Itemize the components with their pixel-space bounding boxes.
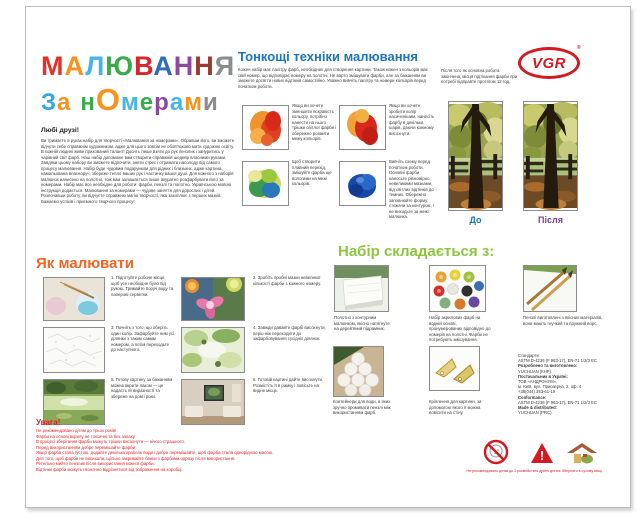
after-label: Після [538,215,563,225]
info-line: +38(044) 353-61-19 [518,389,556,395]
kit-item-2-caption: Набір акрилових фарб на водній основі, пронумерованих відповідно до номерів на полотні. Фарби не потребують змішування. [429,315,491,342]
kit-heading: Набір складається з: [338,243,495,260]
kit-item-1-caption: Полотно з контурним малюнком, якісно натягнуте на дерев'яний підрамник. [334,315,390,331]
warning-line: Фарби на основі акрилу не токсичні та без запаху. [36,433,136,439]
after-image [523,101,578,211]
info-line: ASTM D-4236 (F 963-17), EN-71 1/2/3 EC [518,358,597,364]
title-letter: н [80,89,96,116]
step-4-image [181,327,245,373]
info-line: Розроблено та виготовлено: [518,363,578,369]
step-2-image [181,277,245,321]
title-letter: а [169,89,185,116]
title-letter: Н [194,51,215,81]
framed-picture-interior [182,380,244,424]
step-6-image [181,379,245,425]
title-letter: Л [85,51,106,81]
title-letter: Ю [105,51,135,81]
paint-swatch-orange-red-icon [243,106,288,149]
page-title-line2 [41,83,219,120]
warning-line: Якщо фарба стала густою, додайте декілька крапель води і добре перемішайте, щоб фарба стала однорідною масою. [36,450,274,456]
warning-triangle-icon [530,442,554,464]
intro-heading: Любі друзі! [41,127,80,134]
warning-line: Для того, щоб фарби не висихали, щільно закривайте банки з фарбами одразу після використання. [36,455,236,461]
paint-swatch-green-blue-icon [243,162,288,205]
swatch-4-caption: Вивчіть схему перед початком роботи. Основні фарби наносьте рівномірно, невеликими мазками, від світлих відтінків до темних. Обережно заповнюйте форму, стежачи за контуром, і не виходьте за межі малюнка. [389,159,434,219]
small-parts-caption: Містить дрібні деталі [525,469,561,473]
no-children-under-3-icon [483,439,509,465]
kit-item-4-caption: Контейнери для води, в яких зручно промивати пензлі між використанням фарб. [333,399,391,415]
kit-item-5-caption: Кріплення для картини, за допомогою якого її можна повісити на стіну. [429,399,482,415]
info-line: Conformance: [518,394,547,400]
swatch-2-image [339,105,386,150]
step-3-text: 3. Почніть з того, що оберіть один колір. Зафарбуйте ним усі ділянки з таким самим номером, а потім переходьте до наступного. [111,325,175,352]
info-line: YUCHUAN (PRC) [518,410,552,416]
title-letter: М [41,51,65,81]
brushes-picture [524,266,576,311]
before-image [448,101,503,211]
info-line: ТОВ «АНДРОНУМ», [518,379,558,385]
keep-dry-caption: Зберігати в сухому місці [561,469,603,473]
swatch-4-image [339,161,386,206]
swatch-1-caption: Якщо ви хочете зменшити яскравість кольору, потрібно нанести на нього трішки світлої фарби і обережно розмити межу кольорів. [292,103,337,141]
kit-item-3-caption: Пензлі виготовлені з якісних матеріалів, вони мають гнучкий та пружний ворс. [523,315,603,326]
title-letter: Я [214,51,236,81]
hanging-hooks-picture [430,347,479,390]
kit-item-5-image [429,346,480,391]
page-title-line1 [41,51,235,81]
info-line: Постачальник в Україні: [518,373,568,379]
info-line: ASTM D-4236 (F 963-17), EN-71 1/2/3 EC [518,399,597,405]
swatch-3-caption: Щоб створити плавний перехід, змішуйте фарби ще вологими на межі кольорів. [292,159,332,186]
title-letter: и [202,89,219,116]
kit-item-4-image [333,346,384,397]
before-label: До [469,215,482,225]
water-jars-picture [44,278,104,320]
water-cups-picture [334,347,383,396]
title-letter: О [95,82,122,117]
info-line: YUCHUAN (КНР) [518,368,551,374]
kit-item-1-image [334,265,389,312]
vgr-logo-text: VGR [531,54,566,72]
title-letter: р [154,89,170,116]
step-3-image [43,327,105,373]
brand-note: Після того як основна робота закінчена, місця підтікання фарби при потребі підправте протягом 12 год. [441,68,518,84]
canvas-stretcher-picture [335,266,388,311]
technique-heading: Тонкощі техніки малювання [238,49,418,64]
tree-after-picture [524,102,577,210]
title-letter: З [41,89,58,116]
keep-dry-icon [566,441,598,465]
step-5-text: 5. Готову картину за бажанням можна вкрити лаком — це надасть їй виразності та збереже на довгі роки. [111,377,173,399]
paint-swatch-red-icon [340,106,385,149]
kit-item-3-image [523,265,577,312]
warning-block [36,428,358,472]
step-2-text: 2. Зробіть пробні мазки невеликої кількості фарби з кожного номеру. [253,275,322,286]
kit-item-2-image [429,265,486,312]
title-letter: м [121,89,140,116]
paint-swatch-blue-icon [340,162,385,205]
step-1-text: 1. Підготуйте робоче місце, щоб усе необхідне було під рукою. Тримайте поруч воду та паперові серветки. [111,275,174,297]
title-letter: А [153,51,174,81]
step-6-text: 6. Готовій картині дайте висохнути. Розмістіть її в рамку і повісьте на видне місце. [253,377,324,393]
title-letter: м [184,89,203,116]
swatch-2-caption: Якщо ви хочете зробити колір насиченішим, нанесіть фарбу в декілька шарів, даючи кожному висохнути. [389,103,435,136]
warning-heading: Увага! [36,418,61,427]
info-line: Made & distributed: [518,405,558,411]
warning-line: Перед використанням добре перемішайте фарби. [36,444,137,450]
warning-line: Не рекомендовано дітям до трьох років! [36,428,117,433]
title-letter: а [57,89,72,116]
step-4-text: 4. Завжди давайте фарбі висохнути, перш ніж переходити до зафарбовування сусідніх ділянок. [253,325,326,341]
registered-mark: ® [577,45,581,51]
warning-line: Відтінки фарби можуть незначно відрізнятися від зображення на коробці. [36,466,183,472]
swatch-1-image [242,105,289,150]
technique-intro: Кожен набір має палітру фарб, необхідних для створення картини. Також кожен з кольорів має свій номер, що відповідає номеру на полотні. Не варто змішувати фарби, але за бажанням ви зможете досягти нових відтінків самостійно. Уважно вивчіть палітру та номери кольорів перед початком роботи. [238,67,429,89]
partially-painted-picture [182,328,244,372]
how-heading: Як малювати [36,255,134,272]
flower-painting-picture [182,278,244,320]
warning-line: Ретельно мийте пензлик після використання кожної фарби. [36,461,155,467]
warning-line: В процесі зберігання фарби можуть трішки висохнути — нічого страшного. [36,439,185,445]
numbered-paints-picture [430,266,485,311]
info-line: Стандарти: [518,353,540,358]
title-letter: Н [173,51,195,81]
tree-before-picture [449,102,502,210]
step-1-image [43,277,105,321]
title-letter: В [134,51,154,81]
no-children-caption: Не рекомендовано дітям до 3 років [466,469,526,473]
title-letter: е [139,89,155,116]
canvas-outline-picture [44,328,104,372]
info-line: м. Київ, вул. Приозерна, 2, оф. 4 [518,384,582,390]
intro-text: Ви тримаєте в руках набір для творчості «Малювання за номерами». Обравши його, ви зможете відчути себе справжнім художником, адже для цього зовсім не обов'язково мати художню освіту. В кожній людині живе прихований талант! Досить лише взяти до рук пензлик і зануритись у чарівний світ фарб. Наш набір допоможе вам створити справжній шедевр власними руками. Завдяки цьому набору ви зможете відпочити, зняти стрес і отримати насолоду від самого процесу малювання. Набір буде чудовим подарунком для рідних і близьких, адже картина, намальована власноруч, збереже тепло ваших рук і частинку вашої душі. Для кожного з наборів малюнок нанесено на полотно, тож вам залишається лише акуратно розфарбувати його за номерами. Набір має все необхідне для роботи: фарби, пензлі та полотно. Українською мовою інструкція додається. Малювання за номерами — чудове заняття для дорослих і дітей. Розпочавши роботу, ви відчуєте справжню магію творчості, яка захоплює з перших мазків. Бажаємо успіхів і приємного творчого процесу! [41,138,235,204]
svg-text:!: ! [539,448,545,463]
manufacturer-info-block [518,353,614,415]
vgr-logo [518,47,580,79]
swatch-3-image [242,161,289,206]
title-letter: А [64,51,86,81]
leaflet-sheet [25,6,631,508]
